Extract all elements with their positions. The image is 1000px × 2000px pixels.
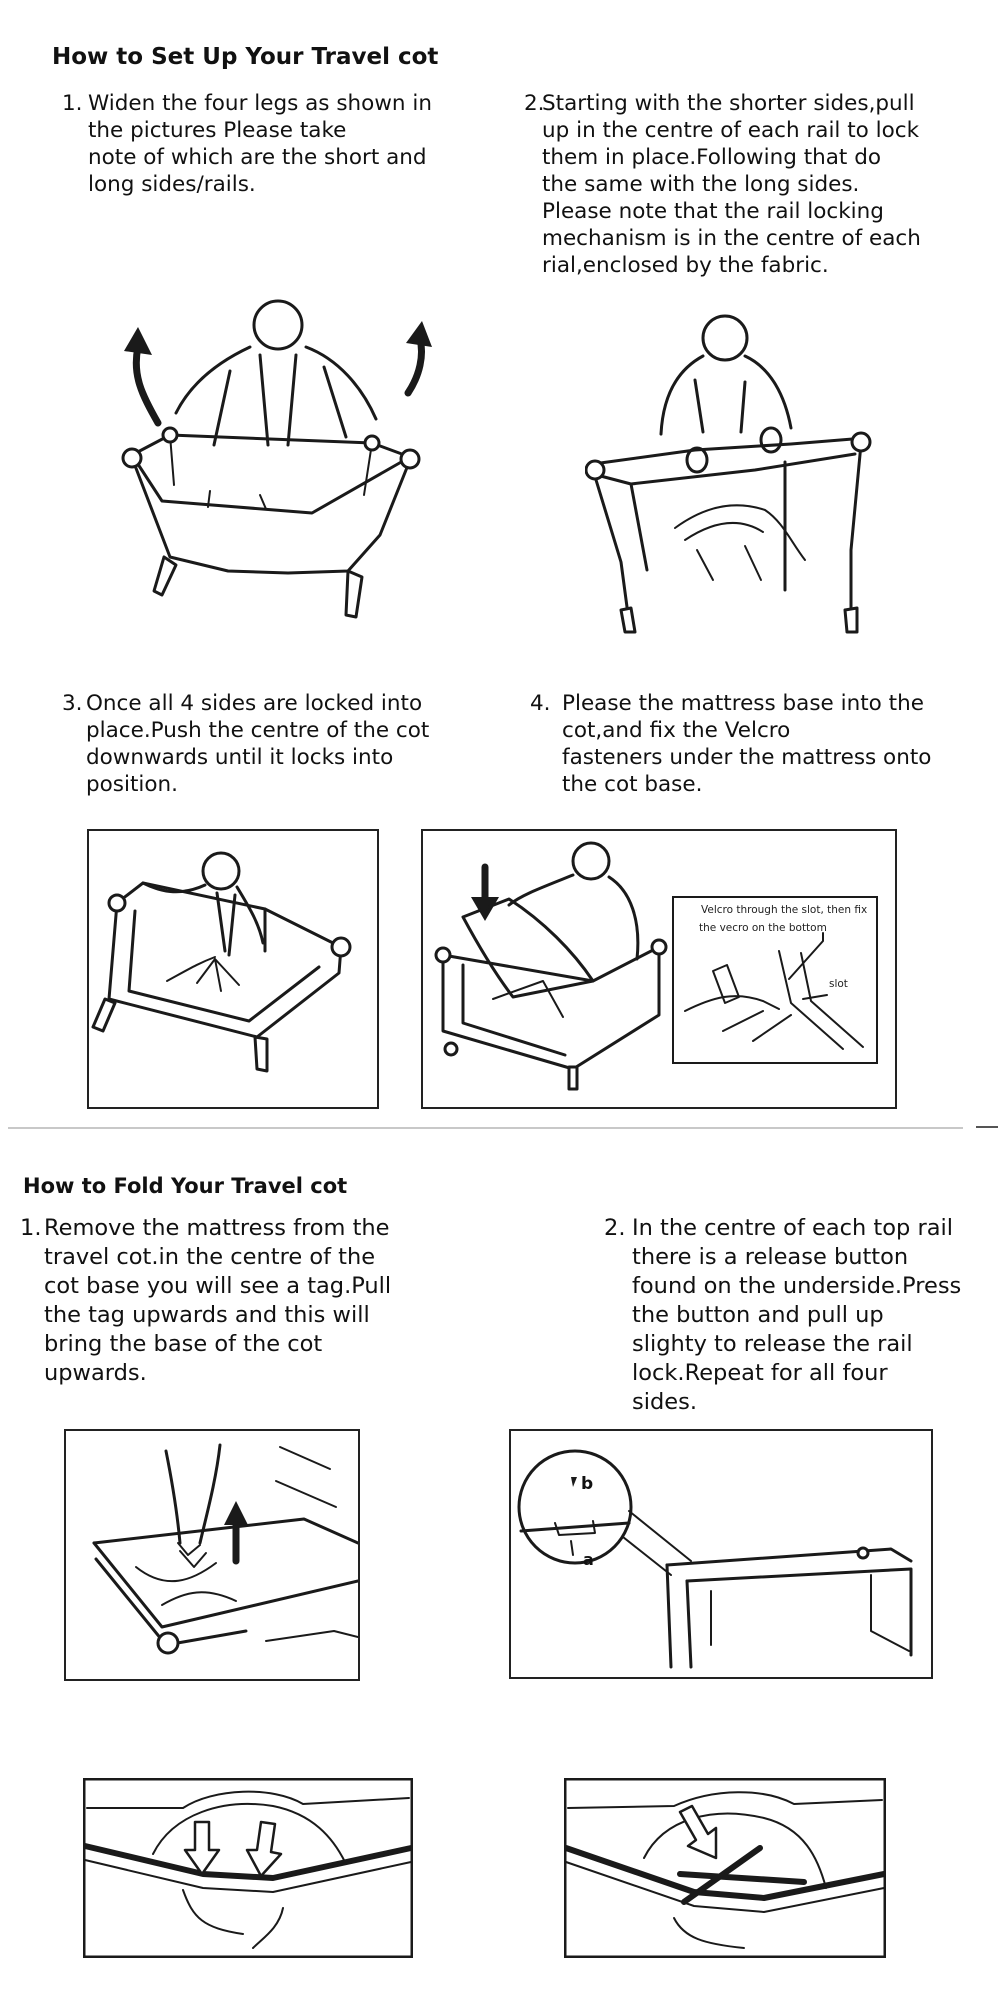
section-divider xyxy=(8,1127,963,1129)
setup-illustration-4 xyxy=(421,829,897,1109)
up-arrow-icon xyxy=(124,327,158,423)
step-number: 4. xyxy=(530,691,551,716)
velcro-note-line-2: the vecro on the bottom xyxy=(699,922,827,934)
fold-illustration-3 xyxy=(83,1778,413,1958)
step-number: 2. xyxy=(604,1215,626,1241)
up-arrow-icon xyxy=(224,1501,248,1561)
step-text: Once all 4 sides are locked into place.Push the centre of the cot downwards until it locks into position. xyxy=(86,691,430,797)
step-text: Remove the mattress from the travel cot.in the centre of the cot base you will see a tag.Pull the tag upwards and this will bring the base of the cot upwards. xyxy=(44,1215,392,1386)
button-label-b: b xyxy=(581,1474,594,1494)
step-number: 3. xyxy=(62,691,83,716)
setup-heading: How to Set Up Your Travel cot xyxy=(52,44,439,70)
velcro-inset xyxy=(673,897,877,1063)
fold-illustration-2 xyxy=(509,1429,933,1679)
fold-illustration-1 xyxy=(64,1429,360,1681)
step-text: Widen the four legs as shown in the pictures Please take note of which are the short and long sides/rails. xyxy=(88,91,432,197)
step-text: Starting with the shorter sides,pull up in the centre of each rail to lock them in place.Following that do the same with the long sides. Please note that the rail locking mechanism is in the centre of each rial,enclosed by the fabric. xyxy=(542,91,921,278)
velcro-note-line-1: Velcro through the slot, then fix xyxy=(701,904,868,916)
up-arrow-icon xyxy=(406,321,432,393)
step-number: 2. xyxy=(524,91,545,116)
fold-illustration-4 xyxy=(564,1778,886,1958)
step-text: Please the mattress base into the cot,and fix the Velcro fasteners under the mattress onto the cot base. xyxy=(562,691,932,797)
step-number: 1. xyxy=(62,91,83,116)
step-text: In the centre of each top rail there is a release button found on the underside.Press the button and pull up slighty to release the rail lock.Repeat for all four sides. xyxy=(632,1215,962,1415)
setup-illustration-2 xyxy=(585,310,885,640)
setup-illustration-1 xyxy=(110,295,440,630)
fold-heading: How to Fold Your Travel cot xyxy=(23,1174,348,1198)
setup-illustration-3 xyxy=(87,829,379,1109)
divider-tick xyxy=(976,1126,998,1128)
button-label-a: a xyxy=(583,1550,594,1569)
slot-label: slot xyxy=(829,978,848,990)
step-number: 1. xyxy=(20,1215,42,1241)
